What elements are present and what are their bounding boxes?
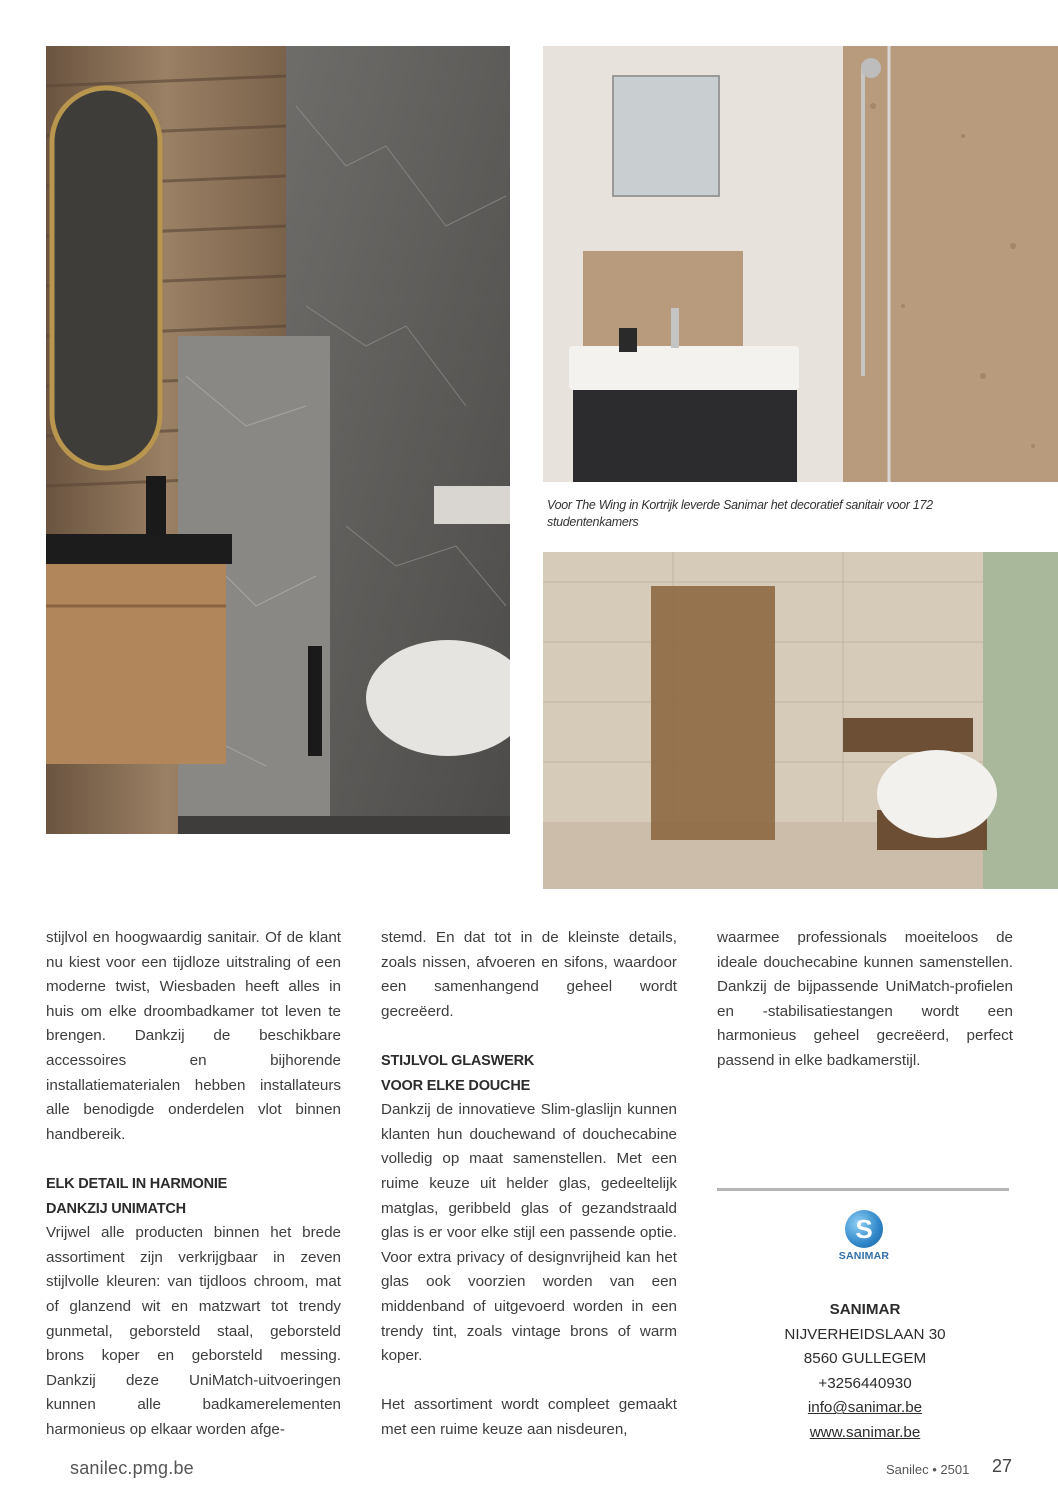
footer-issue: Sanilec • 2501	[886, 1462, 970, 1477]
website-link[interactable]: www.sanimar.be	[809, 1423, 921, 1441]
company-name: SANIMAR	[829, 1301, 901, 1318]
paragraph: Vrijwel alle producten binnen het brede assortiment zijn verkrijgbaar in zeven stijlvolle kleuren: van tijdloos chroom, mat of glanzend wit en matzwart tot trendy gunmetal, geborsteld staal, geborsteld brons koper en geborsteld messing. Dankzij deze UniMatch-uitvoeringen kunnen alle badkamerelementen harmonieus op elkaar worden afge-	[46, 1224, 341, 1438]
photo-caption: Voor The Wing in Kortrijk leverde Sanimar het decoratief sanitair voor 172 studentenkamers	[547, 498, 933, 529]
article-column-3	[717, 926, 1013, 1074]
page-number: 27	[992, 1456, 1013, 1476]
section-heading: ELK DETAIL IN HARMONIE	[46, 1175, 228, 1192]
paragraph: Dankzij de innovatieve Slim-glaslijn kunnen klanten hun douchewand of douchecabine volledig op maat samenstellen. Met een ruime keuze uit helder glas, gedeeltelijk matglas, geribbeld glas of gezandstraald glas is er voor elke stijl een passende optie. Voor extra privacy of designvrijheid kan het glas ook voorzien worden van een middenband of uitgevoerd worden in een trendy tint, zoals vintage brons of warm koper.	[381, 1101, 677, 1365]
section-heading: VOOR ELKE DOUCHE	[381, 1077, 531, 1094]
photo-bathroom-the-wing	[543, 46, 1058, 482]
paragraph: waarmee professionals moeiteloos de ideale douchecabine kunnen samenstellen. Dankzij de bijpassende UniMatch-profielen en -stabilisatiestangen wordt een harmonieus geheel gecreëerd, perfect passend in elke badkamerstijl.	[717, 929, 1013, 1069]
photo-bathroom-marble	[46, 46, 510, 834]
section-heading: DANKZIJ UNIMATCH	[46, 1200, 186, 1217]
divider	[717, 1188, 1009, 1191]
photo-bathroom-bronze-glass	[543, 552, 1058, 889]
paragraph: Het assortiment wordt compleet gemaakt met een ruime keuze aan nisdeuren,	[381, 1396, 677, 1438]
phone-number: +3256440930	[818, 1374, 912, 1392]
address-street: NIJVERHEIDSLAAN 30	[784, 1325, 946, 1343]
paragraph: stijlvol en hoogwaardig sanitair. Of de klant nu kiest voor een tijdloze uitstraling of een moderne twist, Wiesbaden heeft alles in huis om elke droombadkamer tot leven te brengen. Dankzij de beschikbare accessoires en bijhorende installatiematerialen hebben installateurs alle benodigde onderdelen vlot binnen handbereik.	[46, 929, 341, 1143]
footer-site-url: sanilec.pmg.be	[70, 1458, 194, 1478]
article-column-2	[381, 926, 677, 1442]
sanimar-logo-mark: S	[845, 1210, 883, 1248]
email-link[interactable]: info@sanimar.be	[807, 1399, 923, 1417]
contact-block	[760, 1298, 970, 1446]
sanimar-logo	[829, 1210, 899, 1274]
paragraph: stemd. En dat tot in de kleinste details, zoals nissen, afvoeren en sifons, waardoor een samenhangend geheel wordt gecreëerd.	[381, 929, 677, 1020]
sanimar-logo-text: SANIMAR	[838, 1250, 890, 1262]
address-city: 8560 GULLEGEM	[803, 1350, 927, 1368]
section-heading: STIJLVOL GLASWERK	[381, 1052, 535, 1069]
article-column-1	[46, 926, 341, 1442]
